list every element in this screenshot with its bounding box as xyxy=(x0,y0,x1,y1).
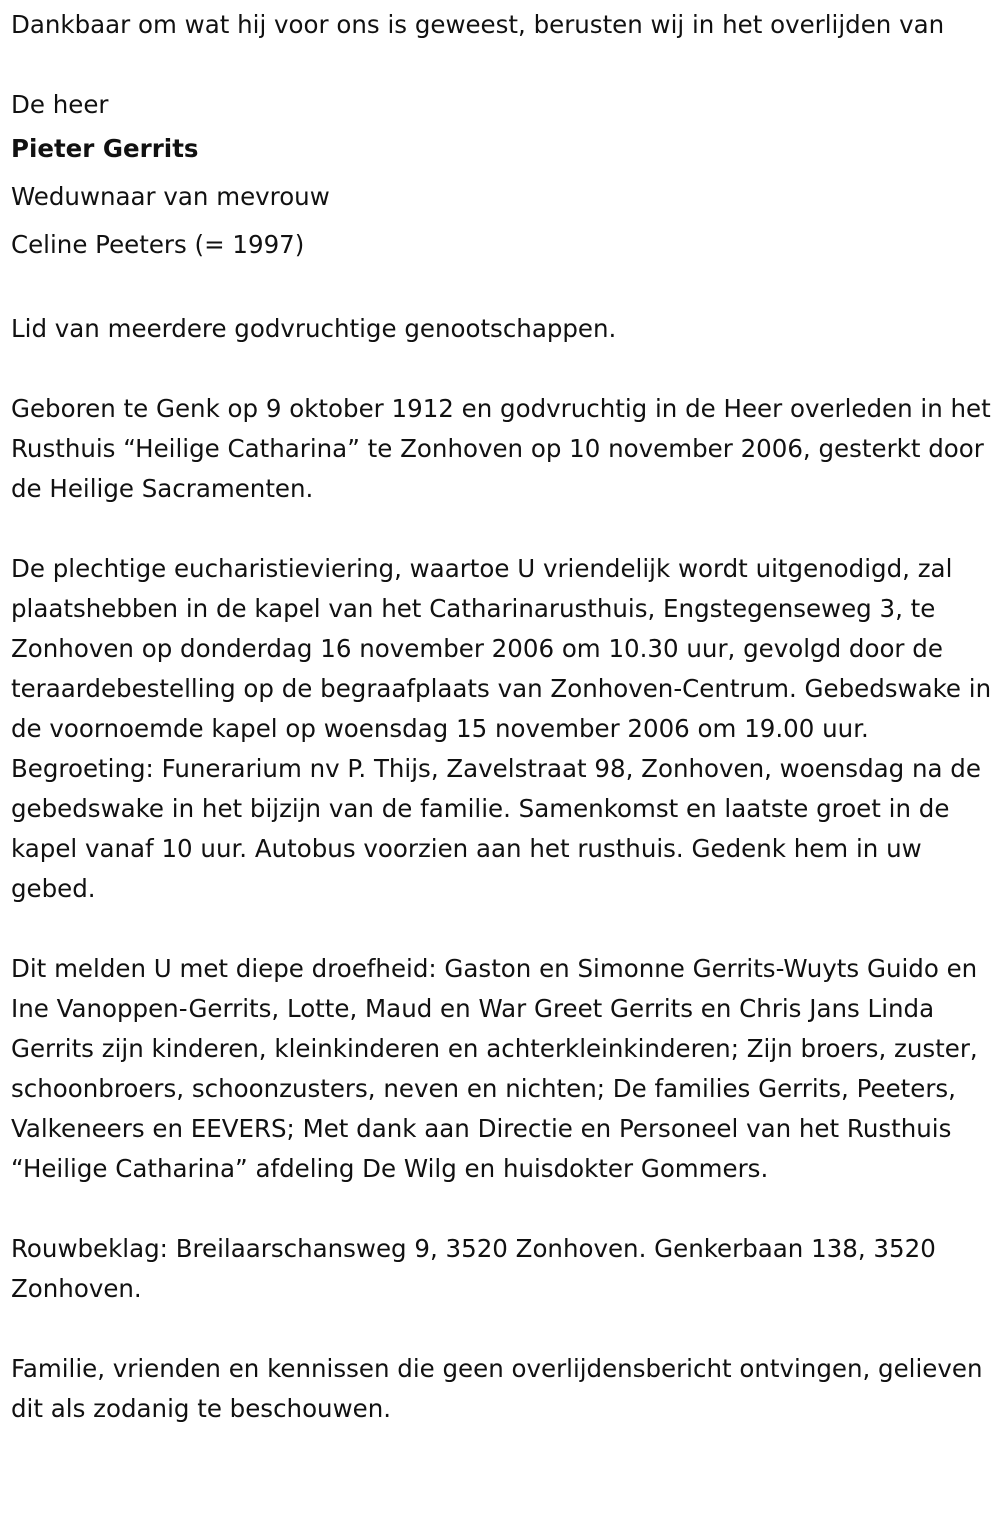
spacer xyxy=(11,45,996,85)
salutation: De heer xyxy=(11,90,109,119)
spacer xyxy=(11,1189,996,1229)
birth-death-text: Geboren te Genk op 9 oktober 1912 en godvruchtig in de Heer overleden in het Rusthuis “Heilige Catharina” te Zonhoven op 10 november 2006, gesterkt door de Heilige Sacramenten. xyxy=(11,394,991,503)
deceased-name: Pieter Gerrits xyxy=(11,134,199,163)
spacer xyxy=(11,909,996,949)
spacer xyxy=(11,349,996,389)
obituary-notice xyxy=(11,5,996,1429)
condolences-text: Rouwbeklag: Breilaarschansweg 9, 3520 Zonhoven. Genkerbaan 138, 3520 Zonhoven. xyxy=(11,1234,936,1303)
spacer xyxy=(11,269,996,309)
family-text: Dit melden U met diepe droefheid: Gaston en Simonne Gerrits-Wuyts Guido en Ine Vanoppen-Gerrits, Lotte, Maud en War Greet Gerrits en Chris Jans Linda Gerrits zijn kinderen, kleinkinderen en achterkleinkinderen; Zijn broers, zuster, schoonbroers, schoonzusters, neven en nichten; De families Gerrits, Peeters, Valkeneers en EEVERS; Met dank aan Directie en Personeel van het Rusthuis “Heilige Catharina” afdeling De Wilg en huisdokter Gommers. xyxy=(11,954,978,1183)
spacer xyxy=(11,1309,996,1349)
intro-text: Dankbaar om wat hij voor ons is geweest, berusten wij in het overlijden van xyxy=(11,10,945,39)
ceremony-text: De plechtige eucharistieviering, waartoe U vriendelijk wordt uitgenodigd, zal plaatshebben in de kapel van het Catharinarusthuis, Engstegenseweg 3, te Zonhoven op donderdag 16 november 2006 om 10.30 uur, gevolgd door de teraardebestelling op de begraafplaats van Zonhoven-Centrum. Gebedswake in de voornoemde kapel op woensdag 15 november 2006 om 19.00 uur. Begroeting: Funerarium nv P. Thijs, Zavelstraat 98, Zonhoven, woensdag na de gebedswake in het bijzijn van de familie. Samenkomst en laatste groet in de kapel vanaf 10 uur. Autobus voorzien aan het rusthuis. Gedenk hem in uw gebed. xyxy=(11,554,992,903)
spacer xyxy=(11,509,996,549)
spouse-line: Celine Peeters (= 1997) xyxy=(11,230,305,259)
widower-line: Weduwnaar van mevrouw xyxy=(11,182,330,211)
membership-text: Lid van meerdere godvruchtige genootschappen. xyxy=(11,314,617,343)
closing-text: Familie, vrienden en kennissen die geen overlijdensbericht ontvingen, gelieven dit als zodanig te beschouwen. xyxy=(11,1354,983,1423)
